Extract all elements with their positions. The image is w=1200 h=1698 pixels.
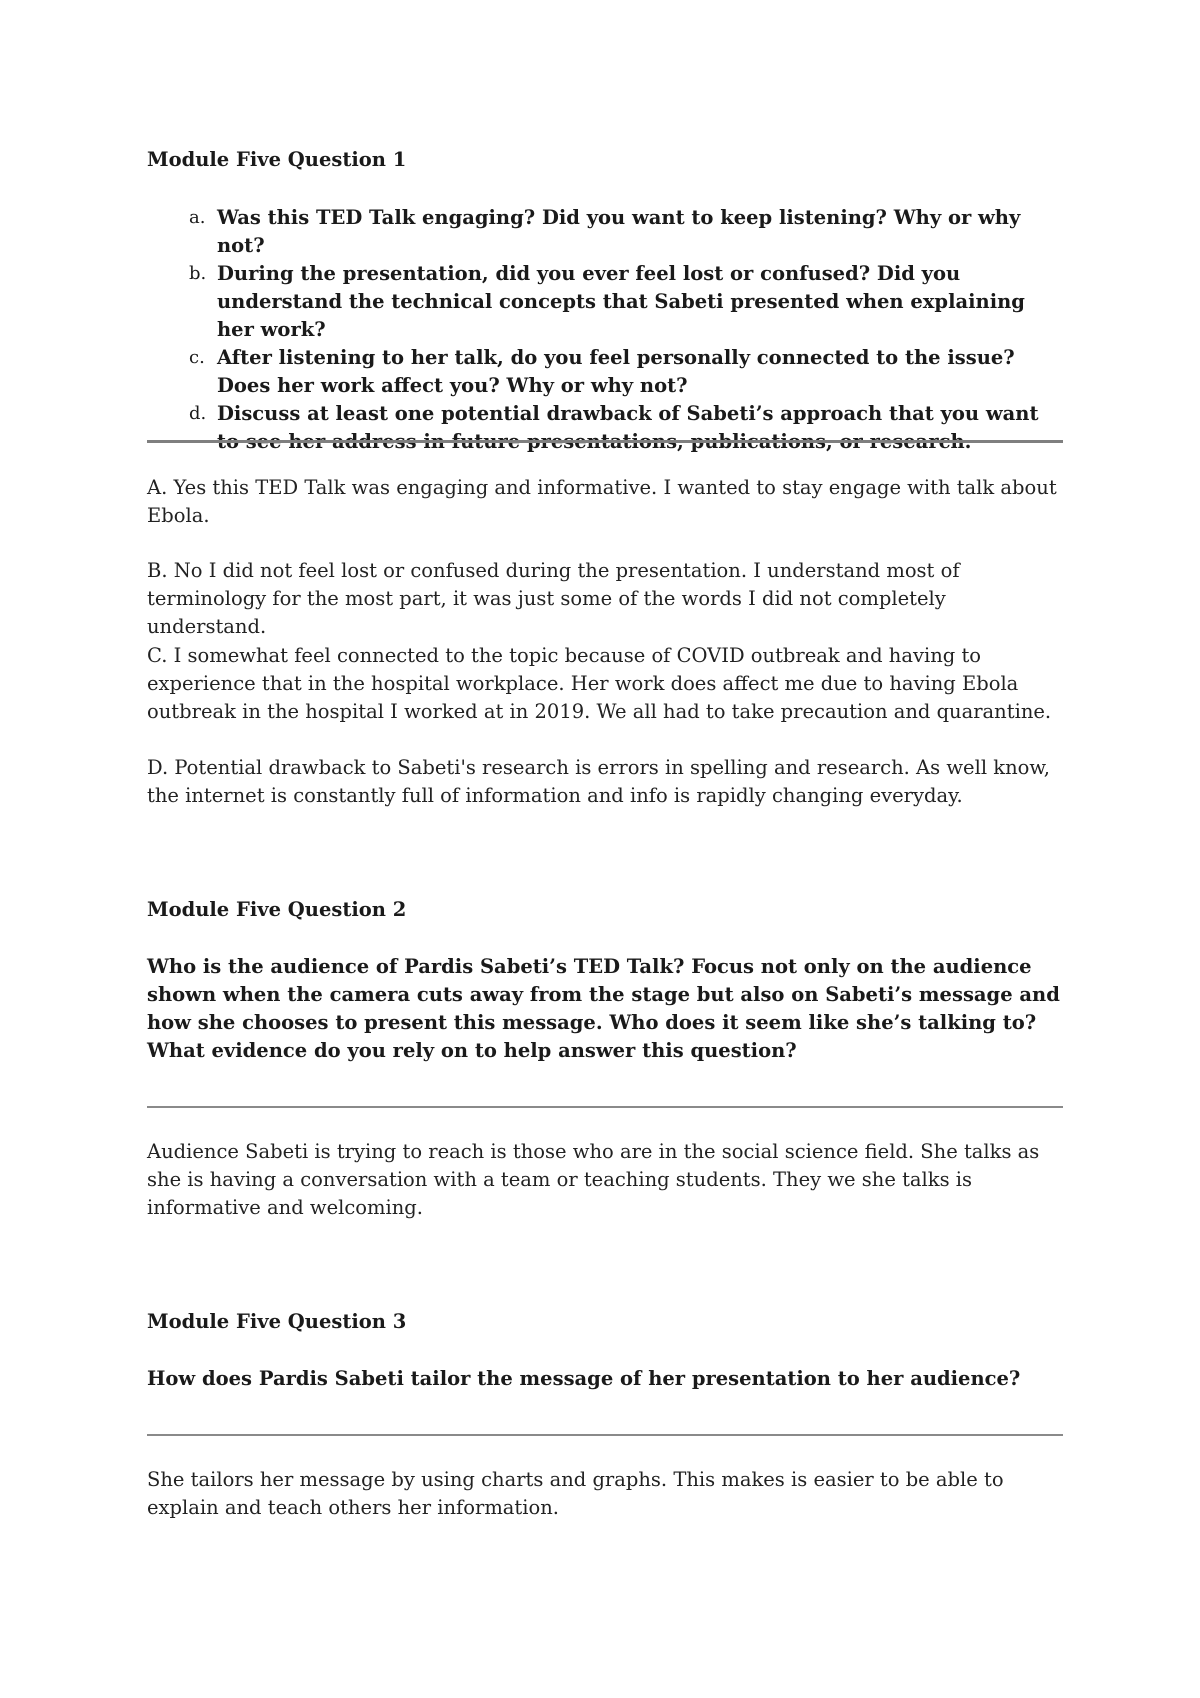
q1-answer-d-wrap — [147, 754, 1063, 810]
q1-item-a-text: Was this TED Talk engaging? Did you want to keep listening? Why or why not? — [217, 206, 1021, 257]
q1-answer-a: A. Yes this TED Talk was engaging and informative. I wanted to stay engage with talk about Ebola. — [147, 476, 1057, 527]
q1-item-d-text: Discuss at least one potential drawback of Sabeti’s approach that you want to see her address in future presentations, publications, or research. — [217, 402, 1039, 453]
q1-section — [147, 146, 1063, 174]
q2-divider — [147, 1106, 1063, 1108]
q2-prompt: Who is the audience of Pardis Sabeti’s TED Talk? Focus not only on the audience shown when the camera cuts away from the stage but also on Sabeti’s message and how she chooses to present this message. Who does it seem like she’s talking to? What evidence do you rely on to help answer this question? — [147, 955, 1060, 1062]
q1-item-b — [147, 260, 1063, 344]
q3-section — [147, 1308, 1063, 1336]
q1-answer-a-wrap — [147, 474, 1063, 530]
q1-answer-b-wrap — [147, 557, 1063, 641]
q1-answer-c-wrap — [147, 642, 1063, 726]
list-marker: b. — [189, 263, 207, 284]
q3-heading: Module Five Question 3 — [147, 1310, 407, 1333]
q2-prompt-wrap — [147, 953, 1063, 1065]
q1-question-list-wrap — [147, 204, 1063, 456]
q2-answer: Audience Sabeti is trying to reach is those who are in the social science field. She talks as she is having a conversation with a team or teaching students. They we she talks is informative and welcoming. — [147, 1140, 1040, 1219]
q3-answer: She tailors her message by using charts and graphs. This makes is easier to be able to explain and teach others her information. — [147, 1468, 1004, 1519]
q1-divider — [147, 440, 1063, 443]
q3-prompt: How does Pardis Sabeti tailor the message of her presentation to her audience? — [147, 1367, 1021, 1390]
q1-item-d — [147, 400, 1063, 456]
q1-divider-wrap — [147, 440, 1063, 443]
q1-item-b-text: During the presentation, did you ever feel lost or confused? Did you understand the technical concepts that Sabeti presented when explaining her work? — [217, 262, 1025, 341]
list-marker: c. — [189, 347, 205, 368]
q1-item-c-text: After listening to her talk, do you feel personally connected to the issue? Does her work affect you? Why or why not? — [217, 346, 1015, 397]
q1-item-a — [147, 204, 1063, 260]
q2-section — [147, 896, 1063, 924]
q1-question-list — [147, 204, 1063, 456]
q3-divider — [147, 1434, 1063, 1436]
q1-answer-c: C. I somewhat feel connected to the topic because of COVID outbreak and having to experience that in the hospital workplace. Her work does affect me due to having Ebola outbreak in the hospital I worked at in 2019. We all had to take precaution and quarantine. — [147, 644, 1052, 723]
list-marker: d. — [189, 403, 207, 424]
q3-prompt-wrap — [147, 1365, 1063, 1393]
q2-heading: Module Five Question 2 — [147, 898, 407, 921]
q2-divider-wrap — [147, 1106, 1063, 1108]
q1-heading: Module Five Question 1 — [147, 148, 407, 171]
q1-item-c — [147, 344, 1063, 400]
q2-answer-wrap — [147, 1138, 1063, 1222]
q1-answer-b: B. No I did not feel lost or confused during the presentation. I understand most of terminology for the most part, it was just some of the words I did not completely understand. — [147, 559, 960, 638]
q3-answer-wrap — [147, 1466, 1063, 1522]
list-marker: a. — [189, 207, 206, 228]
q3-divider-wrap — [147, 1434, 1063, 1436]
q1-answer-d: D. Potential drawback to Sabeti's research is errors in spelling and research. As well know, the internet is constantly full of information and info is rapidly changing everyday. — [147, 756, 1050, 807]
